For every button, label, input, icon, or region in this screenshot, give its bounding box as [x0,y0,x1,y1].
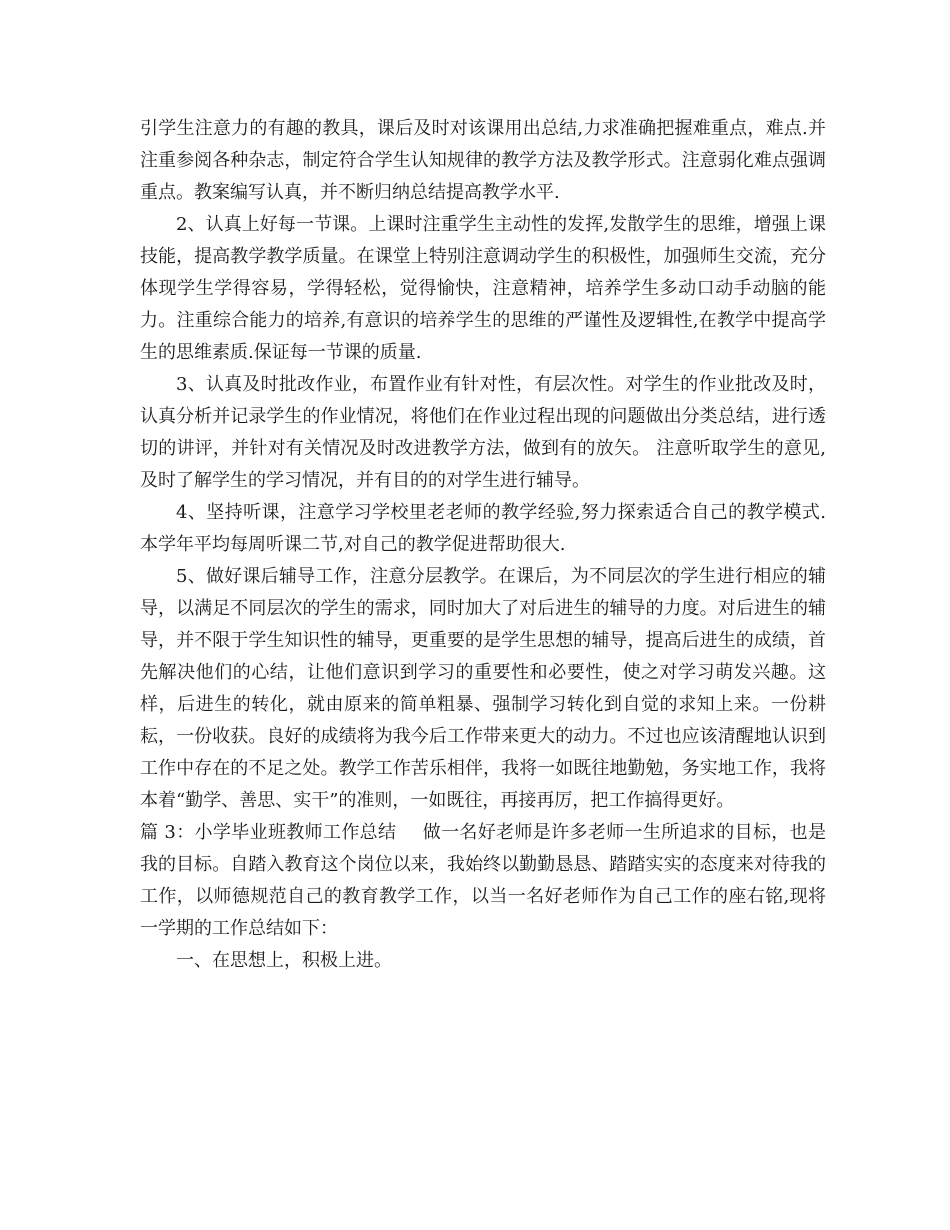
paragraph-item-4: 4、坚持听课，注意学习学校里老老师的教学经验,努力探索适合自己的教学模式.本学年平均每周听课二节,对自己的教学促进帮助很大. [140,502,826,555]
section-paragraph [140,817,826,945]
paragraph-teaching-prep: 引学生注意力的有趣的教具，课后及时对该课用出总结,力求准确把握难重点，难点.并注重参阅各种杂志，制定符合学生认知规律的教学方法及教学形式。注意弱化难点强调重点。教案编写认真，并不断归纳总结提高教学水平. [140,118,826,203]
paragraph-item-2: 2、认真上好每一节课。上课时注重学生主动性的发挥,发散学生的思维，增强上课技能，提高教学教学质量。在课堂上特别注意调动学生的积极性，加强师生交流，充分体现学生学得容易，学得轻松，觉得愉快，注意精神，培养学生多动口动手动脑的能力。注重综合能力的培养,有意识的培养学生的思维的严谨性及逻辑性,在教学中提高学生的思维素质.保证每一节课的质量. [140,214,826,363]
paragraph-subheading-1: 一、在思想上，积极上进。 [176,950,392,971]
section-intro: 做一名好老师是许多老师一生所追求的目标，也是我的目标。自踏入教育这个岗位以来，我始终以勤勤恳恳、踏踏实实的态度来对待我的工作，以师德规范自己的教育教学工作，以当一名好老师作为自己工作的座右铭,现将一学期的工作总结如下： [140,822,826,939]
section-heading: 篇 3：小学毕业班教师工作总结 [140,822,397,843]
paragraph-item-3: 3、认真及时批改作业，布置作业有针对性，有层次性。对学生的作业批改及时，认真分析并记录学生的作业情况，将他们在作业过程出现的问题做出分类总结，进行透切的讲评，并针对有关情况及时改进教学方法，做到有的放矢。 注意听取学生的意见,及时了解学生的学习情况，并有目的的对学生进行辅导。 [140,374,826,491]
document-page [140,113,826,977]
paragraph-item-5: 5、做好课后辅导工作，注意分层教学。在课后，为不同层次的学生进行相应的辅导，以满足不同层次的学生的需求，同时加大了对后进生的辅导的力度。对后进生的辅导，并不限于学生知识性的辅导，更重要的是学生思想的辅导，提高后进生的成绩，首先解决他们的心结，让他们意识到学习的重要性和必要性，使之对学习萌发兴趣。这样，后进生的转化，就由原来的简单粗暴、强制学习转化到自觉的求知上来。一份耕耘，一份收获。良好的成绩将为我今后工作带来更大的动力。不过也应该清醒地认识到工作中存在的不足之处。教学工作苦乐相伴，我将一如既往地勤勉，务实地工作，我将本着“勤学、善思、实干”的准则，一如既往，再接再厉，把工作搞得更好。 [140,566,826,811]
